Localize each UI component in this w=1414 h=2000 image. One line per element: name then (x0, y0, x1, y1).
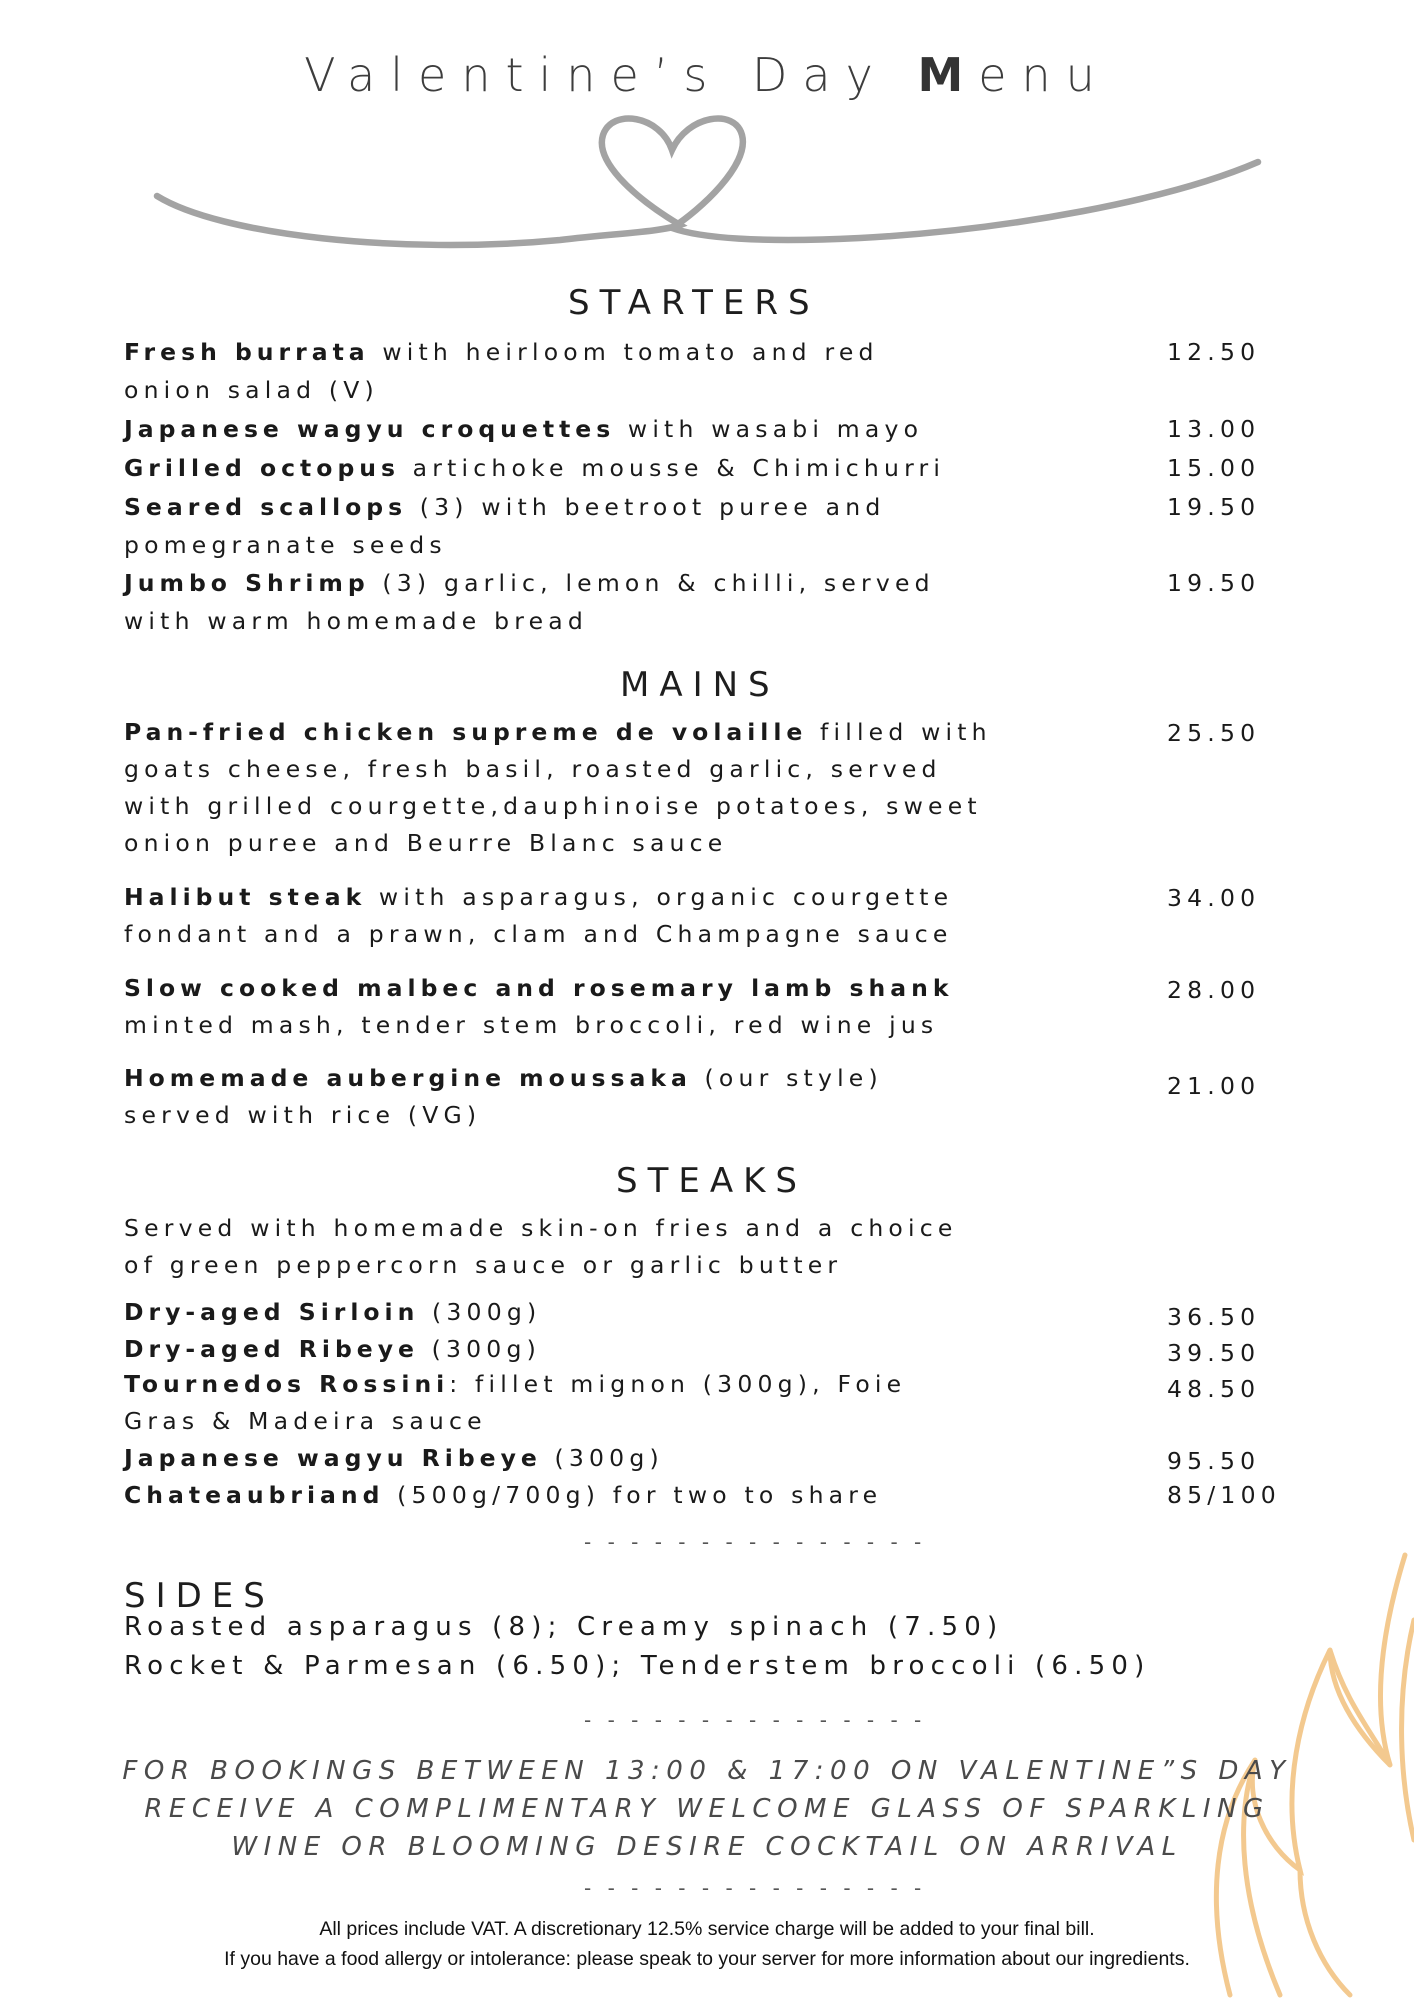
starter-item: Japanese wagyu croquettes with wasabi mayo (124, 415, 924, 443)
main-item: Pan-fried chicken supreme de volaille filled with goats cheese, fresh basil, roasted garlic, served with grilled courgette,dauphinoise potatoes, sweet onion puree and Beurre Blanc sauce (124, 718, 992, 857)
steak-item: Dry-aged Ribeye (300g) (124, 1335, 541, 1363)
divider-3: - - - - - - - - - - - - - - - (584, 1876, 927, 1900)
starter-price: 19.50 (1167, 569, 1261, 597)
main-price: 28.00 (1167, 976, 1261, 1004)
steak-item: Chateaubriand (500g/700g) for two to share (124, 1481, 883, 1509)
footer-notes: All prices include VAT. A discretionary 12.5% service charge will be added to your final bill. If you have a food allergy or intolerance: please speak to your server for more information about our ingredients. (224, 1918, 1190, 1970)
main-price: 25.50 (1167, 719, 1261, 747)
starter-price: 19.50 (1167, 493, 1261, 521)
starter-item: Fresh burrata with heirloom tomato and red onion salad (V) (124, 338, 879, 404)
divider-2: - - - - - - - - - - - - - - - (584, 1708, 927, 1732)
divider-1: - - - - - - - - - - - - - - - (584, 1530, 927, 1554)
starters-heading: STARTERS (568, 283, 820, 323)
starter-price: 15.00 (1167, 454, 1261, 482)
starter-item: Jumbo Shrimp (3) garlic, lemon & chilli, served with warm homemade bread (124, 569, 935, 635)
steaks-heading: STEAKS (616, 1161, 807, 1201)
main-item: Halibut steak with asparagus, organic courgette fondant and a prawn, clam and Champagne sauce (124, 883, 954, 948)
steak-price: 48.50 (1167, 1375, 1261, 1403)
steak-item: Tournedos Rossini: fillet mignon (300g), Foie Gras & Madeira sauce (124, 1370, 907, 1435)
heart-line-ornament (0, 100, 1414, 270)
main-item: Slow cooked malbec and rosemary lamb shank minted mash, tender stem broccoli, red wine jus (124, 974, 954, 1039)
main-price: 34.00 (1167, 884, 1261, 912)
heart-line-path (157, 119, 1258, 245)
steak-price: 95.50 (1167, 1447, 1261, 1475)
steak-price: 85/100 (1167, 1481, 1281, 1509)
menu-title: Valentine’s Day Menu (304, 48, 1110, 102)
steaks-intro: Served with homemade skin-on fries and a choice of green peppercorn sauce or garlic butter (124, 1214, 958, 1279)
main-price: 21.00 (1167, 1072, 1261, 1100)
main-item: Homemade aubergine moussaka (our style) served with rice (VG) (124, 1064, 883, 1129)
sides-line: Roasted asparagus (8); Creamy spinach (7.50) (124, 1612, 1004, 1642)
steak-item: Dry-aged Sirloin (300g) (124, 1298, 542, 1326)
starter-price: 13.00 (1167, 415, 1261, 443)
steak-price: 36.50 (1167, 1303, 1261, 1331)
mains-heading: MAINS (620, 665, 780, 705)
starter-price: 12.50 (1167, 338, 1261, 366)
starter-item: Grilled octopus artichoke mousse & Chimichurri (124, 454, 946, 482)
sides-line: Rocket & Parmesan (6.50); Tenderstem broccoli (6.50) (124, 1651, 1151, 1681)
promo-text: FOR BOOKINGS BETWEEN 13:00 & 17:00 ON VALENTINE”S DAY RECEIVE A COMPLIMENTARY WELCOME GLASS OF SPARKLING WINE OR BLOOMING DESIRE COCKTAIL ON ARRIVAL (122, 1756, 1292, 1862)
steak-price: 39.50 (1167, 1339, 1261, 1367)
steak-item: Japanese wagyu Ribeye (300g) (124, 1444, 664, 1472)
sides-heading: SIDES (124, 1576, 275, 1616)
starter-item: Seared scallops (3) with beetroot puree and pomegranate seeds (124, 493, 886, 559)
